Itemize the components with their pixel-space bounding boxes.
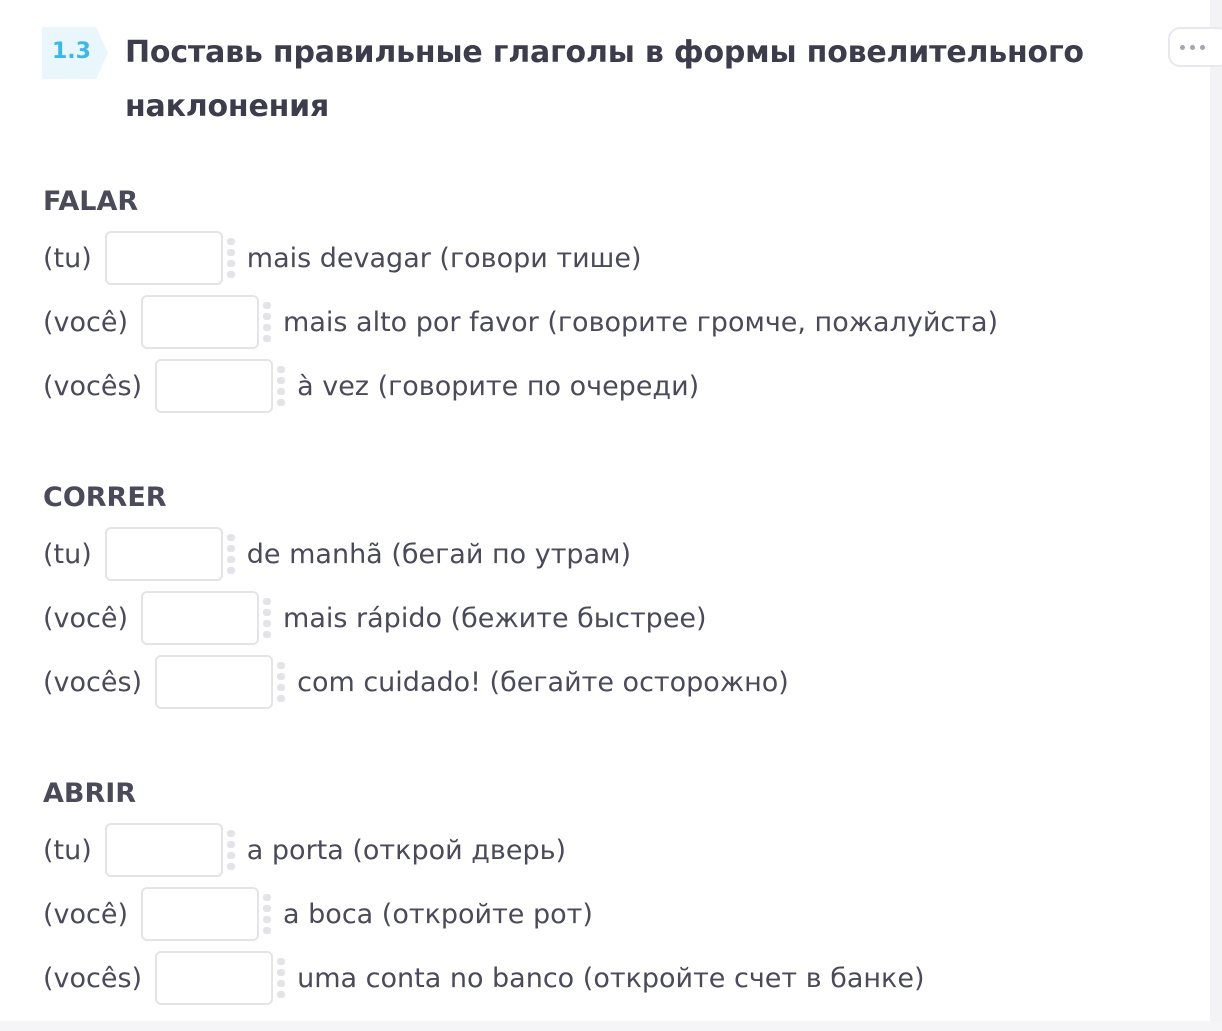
pronoun-label: (você) [43,602,129,634]
answer-input[interactable] [105,527,223,581]
more-dot-icon [1180,45,1185,50]
drag-handle-icon [263,887,271,941]
drag-handle-icon [277,655,285,709]
answer-input[interactable] [105,823,223,877]
drag-handle-icon [277,359,285,413]
verb-section-correr [43,482,1143,722]
exercise-title: Поставь правильные глаголы в формы повелительного наклонения [125,35,1084,124]
drag-handle-icon [227,823,235,877]
pronoun-label: (vocês) [43,370,143,402]
more-options-button[interactable] [1168,27,1222,67]
sentence-text: mais rápido (бежите быстрее) [283,602,707,634]
more-dot-icon [1190,45,1195,50]
pronoun-label: (tu) [43,538,92,570]
pronoun-label: (tu) [43,834,92,866]
exercise-row [43,359,699,413]
exercise-row [43,823,566,877]
verb-section-abrir [43,778,1143,1018]
exercise-number-badge [42,27,108,79]
sentence-text: a porta (открой дверь) [246,834,567,866]
verb-heading: ABRIR [43,778,137,809]
exercise-row [43,655,789,709]
verb-heading: FALAR [43,186,139,217]
exercise-row [43,591,707,645]
exercise-row [43,295,998,349]
exercise-row [43,951,925,1005]
verb-heading: CORRER [43,482,167,513]
sentence-text: mais devagar (говори тише) [246,242,642,274]
pronoun-label: (você) [43,898,129,930]
drag-handle-icon [227,527,235,581]
answer-input[interactable] [155,655,273,709]
answer-input[interactable] [141,591,259,645]
sentence-text: uma conta no banco (откройте счет в банке) [297,962,925,994]
exercise-row [43,887,593,941]
drag-handle-icon [277,951,285,1005]
page-right-edge [1210,0,1222,1031]
sentence-text: à vez (говорите по очереди) [297,370,700,402]
answer-input[interactable] [155,951,273,1005]
sentence-text: de manhã (бегай по утрам) [246,538,632,570]
drag-handle-icon [263,295,271,349]
pronoun-label: (tu) [43,242,92,274]
exercise-number: 1.3 [52,39,91,64]
sentence-text: mais alto por favor (говорите громче, пожалуйста) [283,306,999,338]
sentence-text: com cuidado! (бегайте осторожно) [297,666,789,698]
page-bottom-edge [0,1021,1222,1031]
verb-section-falar [43,186,1143,426]
answer-input[interactable] [155,359,273,413]
answer-input[interactable] [105,231,223,285]
sentence-text: a boca (откройте рот) [283,898,593,930]
answer-input[interactable] [141,295,259,349]
pronoun-label: (vocês) [43,666,143,698]
drag-handle-icon [263,591,271,645]
pronoun-label: (vocês) [43,962,143,994]
pronoun-label: (você) [43,306,129,338]
more-dot-icon [1200,45,1205,50]
exercise-row [43,231,642,285]
exercise-row [43,527,631,581]
drag-handle-icon [227,231,235,285]
answer-input[interactable] [141,887,259,941]
